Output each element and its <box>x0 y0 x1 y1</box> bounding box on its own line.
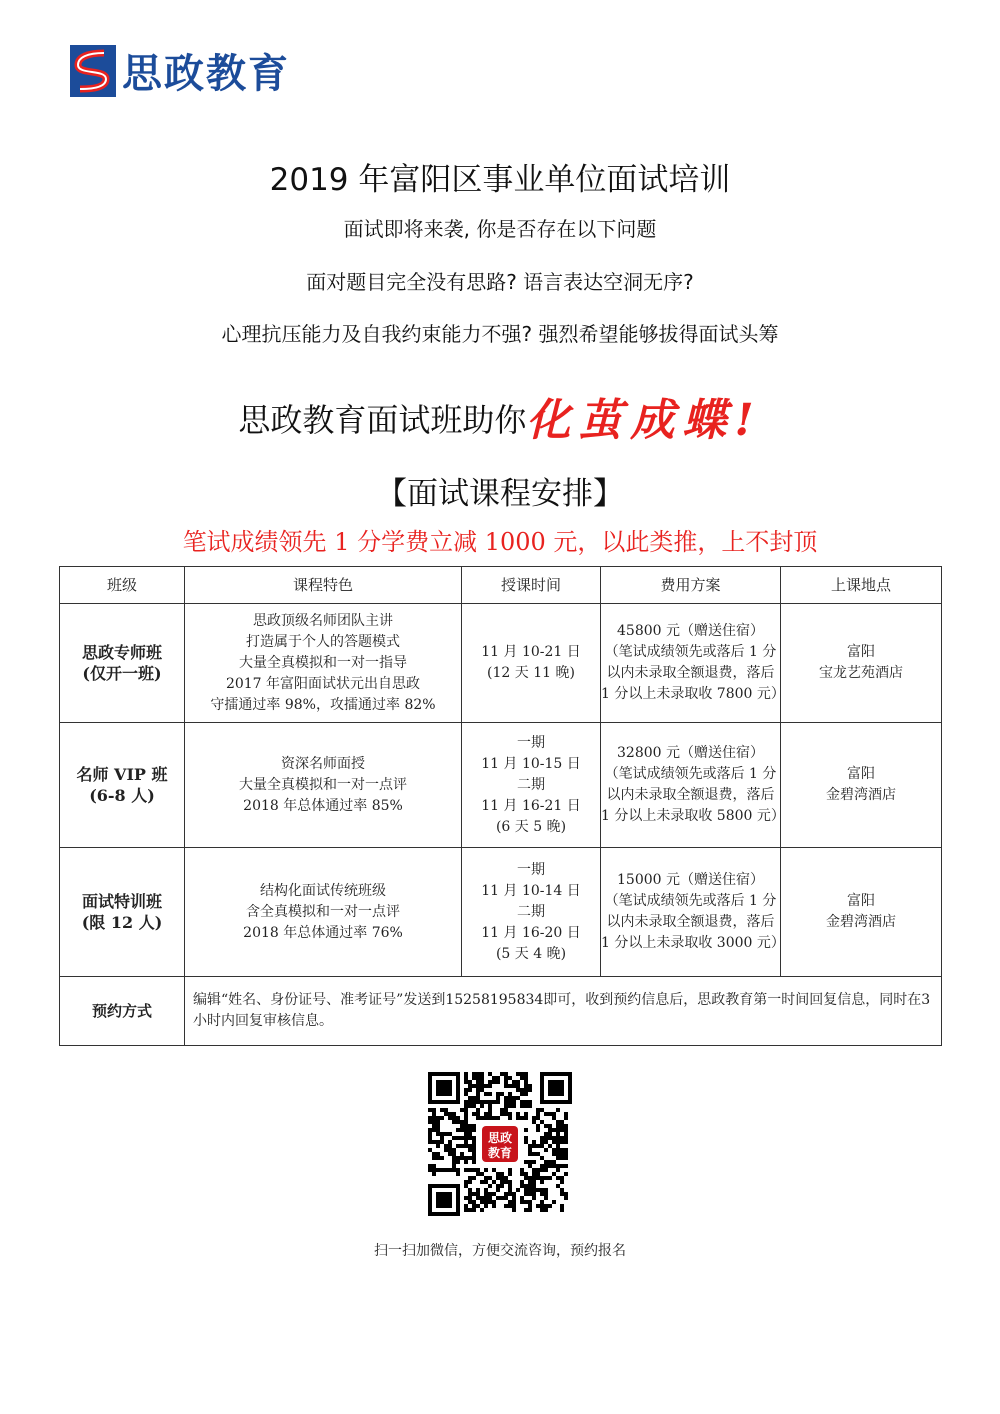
location-cell: 富阳 金碧湾酒店 <box>781 723 942 848</box>
course-title: 【面试课程安排】 <box>376 476 624 512</box>
time-cell: 11 月 10-21 日 (12 天 11 晚) <box>462 604 601 723</box>
fee-cell: 15000 元（赠送住宿） （笔试成绩领先或落后 1 分 以内未录取全额退费，落后 1 分以上未录取收 3000 元） <box>601 848 781 977</box>
svg-text:教育: 教育 <box>487 1146 513 1160</box>
class-cell: 思政专师班 (仅开一班) <box>60 604 185 723</box>
location-cell: 富阳 金碧湾酒店 <box>781 848 942 977</box>
qr-caption: 扫一扫加微信，方便交流咨询，预约报名 <box>374 1243 626 1259</box>
page-title: 2019 年富阳区事业单位面试培训 <box>269 162 731 198</box>
booking-label: 预约方式 <box>60 977 185 1046</box>
table-row <box>60 848 942 977</box>
booking-text: 编辑“姓名、身份证号、准考证号”发送到15258195834即可，收到预约信息后，思政教育第一时间回复信息，同时在3小时内回复审核信息。 <box>185 977 942 1046</box>
fee-cell: 45800 元（赠送住宿） （笔试成绩领先或落后 1 分 以内未录取全额退费，落后 1 分以上未录取收 7800 元） <box>601 604 781 723</box>
time-cell: 一期 11 月 10-14 日 二期 11 月 16-20 日 (5 天 4 晚) <box>462 848 601 977</box>
brand-name: 思政教育 <box>122 51 290 97</box>
brand-logo <box>70 42 290 99</box>
table-row <box>60 604 942 723</box>
features-cell: 结构化面试传统班级 含全真模拟和一对一点评 2018 年总体通过率 76% <box>185 848 462 977</box>
booking-row <box>60 977 942 1046</box>
header-location: 上课地点 <box>781 567 942 604</box>
intro-line-2: 面对题目完全没有思路? 语言表达空洞无序? <box>306 270 694 294</box>
intro-line-1: 面试即将来袭, 你是否存在以下问题 <box>343 217 657 241</box>
class-cell: 名师 VIP 班 (6-8 人) <box>60 723 185 848</box>
svg-text:思政: 思政 <box>487 1131 513 1145</box>
qr-finder-bottom-left <box>428 1184 460 1216</box>
qr-center-badge <box>480 1124 520 1164</box>
qr-finder-top-left <box>428 1072 460 1104</box>
table-header-row <box>60 567 942 604</box>
slogan-prefix: 思政教育面试班助你 <box>238 401 527 439</box>
features-cell: 思政顶级名师团队主讲 打造属于个人的答题模式 大量全真模拟和一对一指导 2017 年富阳面试状元出自思政 守擂通过率 98%，攻擂通过率 82% <box>185 604 462 723</box>
course-schedule-table <box>59 566 942 1046</box>
header-features: 课程特色 <box>185 567 462 604</box>
fee-cell: 32800 元（赠送住宿） （笔试成绩领先或落后 1 分 以内未录取全额退费，落后 1 分以上未录取收 5800 元） <box>601 723 781 848</box>
location-cell: 富阳 宝龙艺苑酒店 <box>781 604 942 723</box>
slogan-highlight: 化茧成蝶! <box>526 395 762 446</box>
class-cell: 面试特训班 (限 12 人) <box>60 848 185 977</box>
wechat-qr-code[interactable] <box>424 1068 576 1220</box>
header-fee: 费用方案 <box>601 567 781 604</box>
table-row <box>60 723 942 848</box>
slogan <box>0 384 1000 448</box>
qr-finder-top-right <box>540 1072 572 1104</box>
time-cell: 一期 11 月 10-15 日 二期 11 月 16-21 日 (6 天 5 晚) <box>462 723 601 848</box>
promo-text: 笔试成绩领先 1 分学费立减 1000 元，以此类推，上不封顶 <box>182 528 818 556</box>
features-cell: 资深名师面授 大量全真模拟和一对一点评 2018 年总体通过率 85% <box>185 723 462 848</box>
header-class: 班级 <box>60 567 185 604</box>
intro-line-3: 心理抗压能力及自我约束能力不强? 强烈希望能够拔得面试头筹 <box>221 322 779 346</box>
header-time: 授课时间 <box>462 567 601 604</box>
logo-s-icon <box>70 45 116 97</box>
